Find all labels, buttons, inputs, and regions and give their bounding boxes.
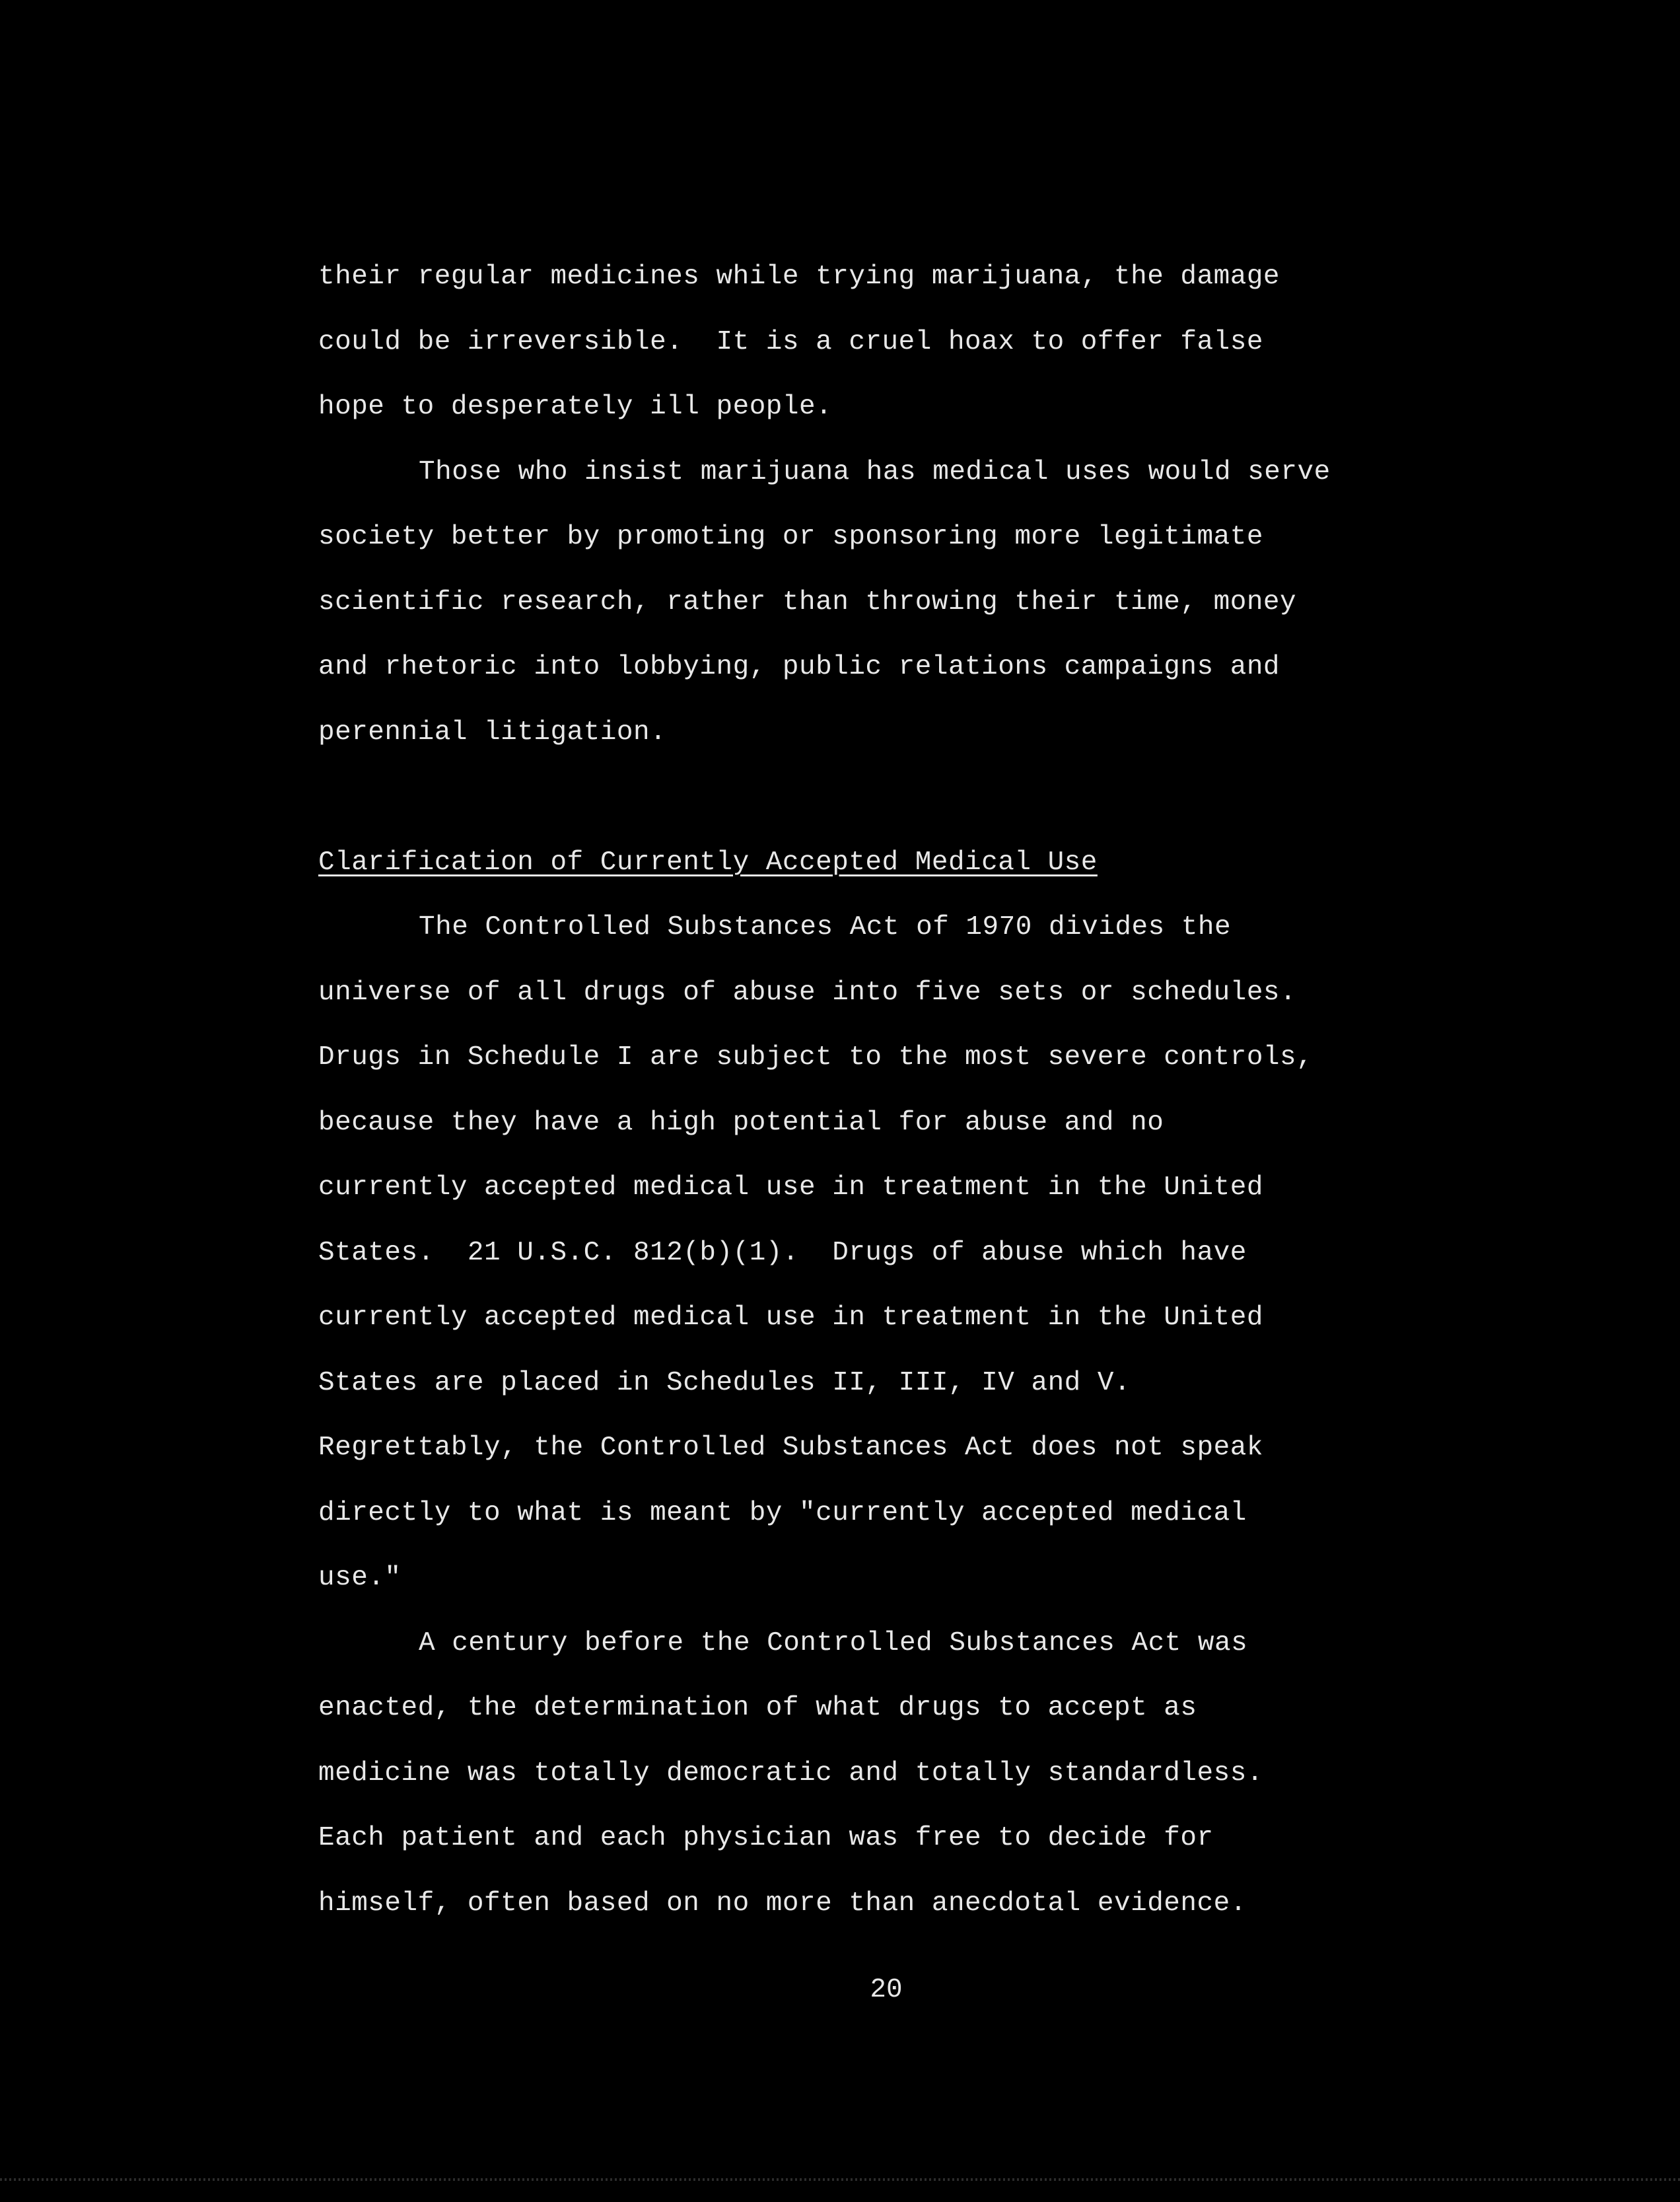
section-heading: Clarification of Currently Accepted Medical Use (318, 847, 1098, 878)
body-line: A century before the Controlled Substances Act was (419, 1627, 1248, 1658)
body-line: Drugs in Schedule I are subject to the most severe controls, (318, 1042, 1313, 1073)
body-line: States are placed in Schedules II, III, IV and V. (318, 1367, 1131, 1398)
body-line: because they have a high potential for abuse and no (318, 1107, 1164, 1138)
section-spacer (318, 765, 1573, 830)
body-line: Regrettably, the Controlled Substances Act does not speak (318, 1433, 1263, 1463)
body-line: their regular medicines while trying marijuana, the damage (318, 262, 1280, 292)
body-line: hope to desperately ill people. (318, 392, 833, 422)
body-line: universe of all drugs of abuse into five sets or schedules. (318, 977, 1297, 1008)
scan-edge-divider (0, 2178, 1680, 2181)
body-line: society better by promoting or sponsoring more legitimate (318, 522, 1263, 552)
body-line: directly to what is meant by "currently accepted medical (318, 1497, 1247, 1528)
body-line: Those who insist marijuana has medical uses would serve (419, 456, 1331, 487)
body-line: enacted, the determination of what drugs to accept as (318, 1693, 1197, 1723)
body-line: currently accepted medical use in treatment in the United (318, 1302, 1263, 1333)
body-line: The Controlled Substances Act of 1970 divides the (419, 912, 1232, 942)
body-line: use." (318, 1563, 402, 1593)
body-line: himself, often based on no more than anecdotal evidence. (318, 1888, 1247, 1919)
document-body (318, 244, 1573, 1936)
body-line: Each patient and each physician was free to decide for (318, 1823, 1214, 1853)
body-line: States. 21 U.S.C. 812(b)(1). Drugs of abuse which have (318, 1237, 1247, 1268)
body-line: and rhetoric into lobbying, public relations campaigns and (318, 652, 1280, 682)
body-line: scientific research, rather than throwing their time, money (318, 586, 1297, 618)
body-line: currently accepted medical use in treatment in the United (318, 1172, 1263, 1203)
page-number: 20 (870, 1975, 903, 2005)
body-line: could be irreversible. It is a cruel hoax to offer false (318, 326, 1263, 357)
body-line: perennial litigation. (318, 717, 667, 748)
body-line: medicine was totally democratic and totally standardless. (318, 1758, 1263, 1789)
